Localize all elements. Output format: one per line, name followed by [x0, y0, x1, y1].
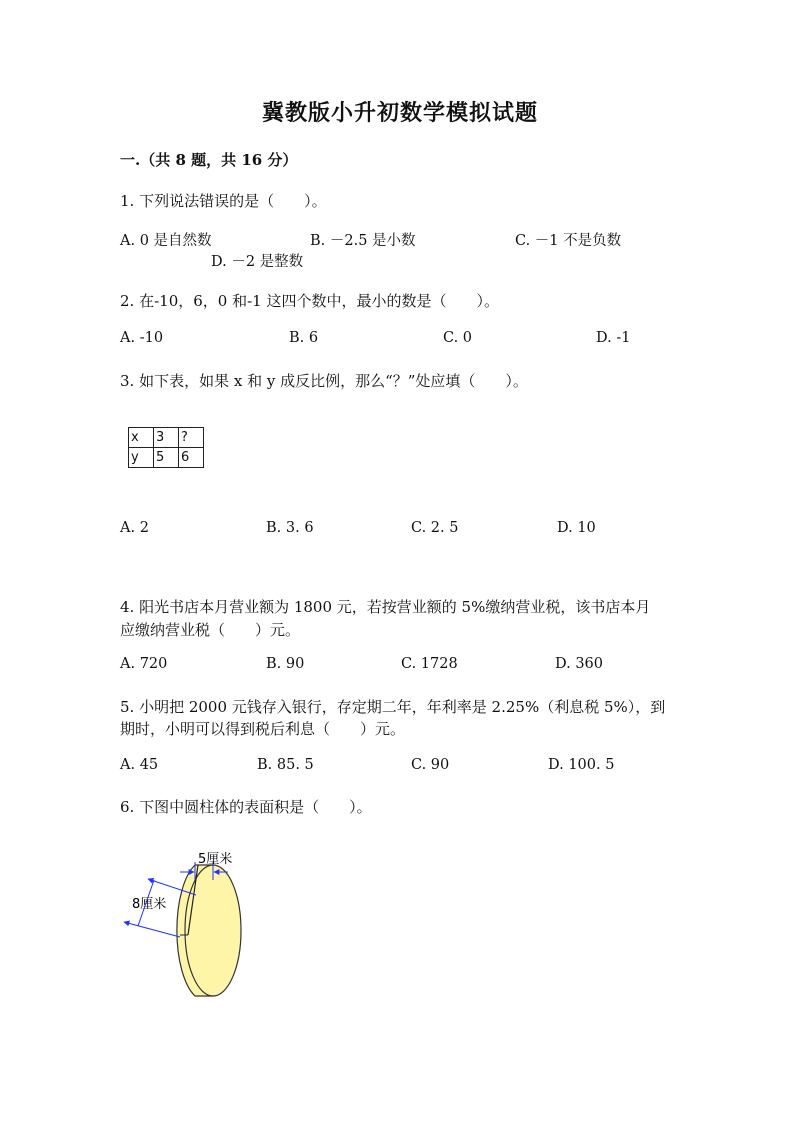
question-5-stem-line-1: 5. 小明把 2000 元钱存入银行，存定期二年，年利率是 2.25%（利息税 5%），到	[120, 698, 666, 716]
page-title: 冀教版小升初数学模拟试题	[261, 100, 538, 126]
table-cell: 3	[154, 428, 179, 448]
table-cell: 6	[179, 448, 204, 468]
question-3-option-b: B. 3. 6	[266, 520, 314, 536]
question-3-option-c: C. 2. 5	[411, 520, 459, 536]
cylinder-front-face	[185, 865, 241, 996]
question-4-stem-line-2: 应缴纳营业税（ ）元。	[120, 621, 301, 639]
question-2-stem: 2. 在-10，6，0 和-1 这四个数中，最小的数是（ ）。	[120, 292, 499, 310]
question-4-option-b: B. 90	[266, 656, 305, 672]
question-5-option-b: B. 85. 5	[257, 757, 314, 773]
question-5-option-a: A. 45	[120, 757, 159, 773]
question-6-stem: 6. 下图中圆柱体的表面积是（ ）。	[120, 798, 372, 816]
question-2-option-a: A. -10	[120, 330, 164, 346]
question-5-stem-line-2: 期时，小明可以得到税后利息（ ）元。	[120, 720, 406, 738]
question-4-option-c: C. 1728	[401, 656, 458, 672]
question-2-option-c: C. 0	[443, 330, 473, 346]
table-cell: ?	[179, 428, 204, 448]
question-1-stem: 1. 下列说法错误的是（ ）。	[120, 192, 327, 210]
question-1-option-c: C. －1 不是负数	[515, 233, 622, 249]
table-row	[129, 448, 204, 468]
radius-arrow-bottom	[124, 922, 180, 937]
question-2-option-b: B. 6	[289, 330, 319, 346]
table-cell: 5	[154, 448, 179, 468]
question-4-option-a: A. 720	[120, 656, 168, 672]
question-4-option-d: D. 360	[555, 656, 604, 672]
xy-table	[128, 427, 204, 468]
question-4-stem-line-1: 4. 阳光书店本月营业额为 1800 元，若按营业额的 5%缴纳营业税，该书店本月	[120, 598, 651, 616]
question-5-option-c: C. 90	[411, 757, 450, 773]
table-cell: x	[129, 428, 154, 448]
question-3-option-d: D. 10	[557, 520, 596, 536]
radius-label: 8厘米	[132, 897, 167, 912]
question-1-option-d: D. －2 是整数	[211, 254, 304, 270]
table-cell: y	[129, 448, 154, 468]
question-5-option-d: D. 100. 5	[548, 757, 615, 773]
cylinder-figure	[118, 850, 278, 1010]
section-heading: 一.（共 8 题，共 16 分）	[120, 151, 298, 169]
question-1-option-b: B. －2.5 是小数	[310, 233, 416, 249]
question-3-stem: 3. 如下表，如果 x 和 y 成反比例，那么“？”处应填（ ）。	[120, 372, 528, 390]
height-label: 5厘米	[198, 852, 233, 867]
question-1-option-a: A. 0 是自然数	[120, 233, 212, 249]
table-row	[129, 428, 204, 448]
question-3-option-a: A. 2	[120, 520, 149, 536]
question-2-option-d: D. -1	[596, 330, 631, 346]
